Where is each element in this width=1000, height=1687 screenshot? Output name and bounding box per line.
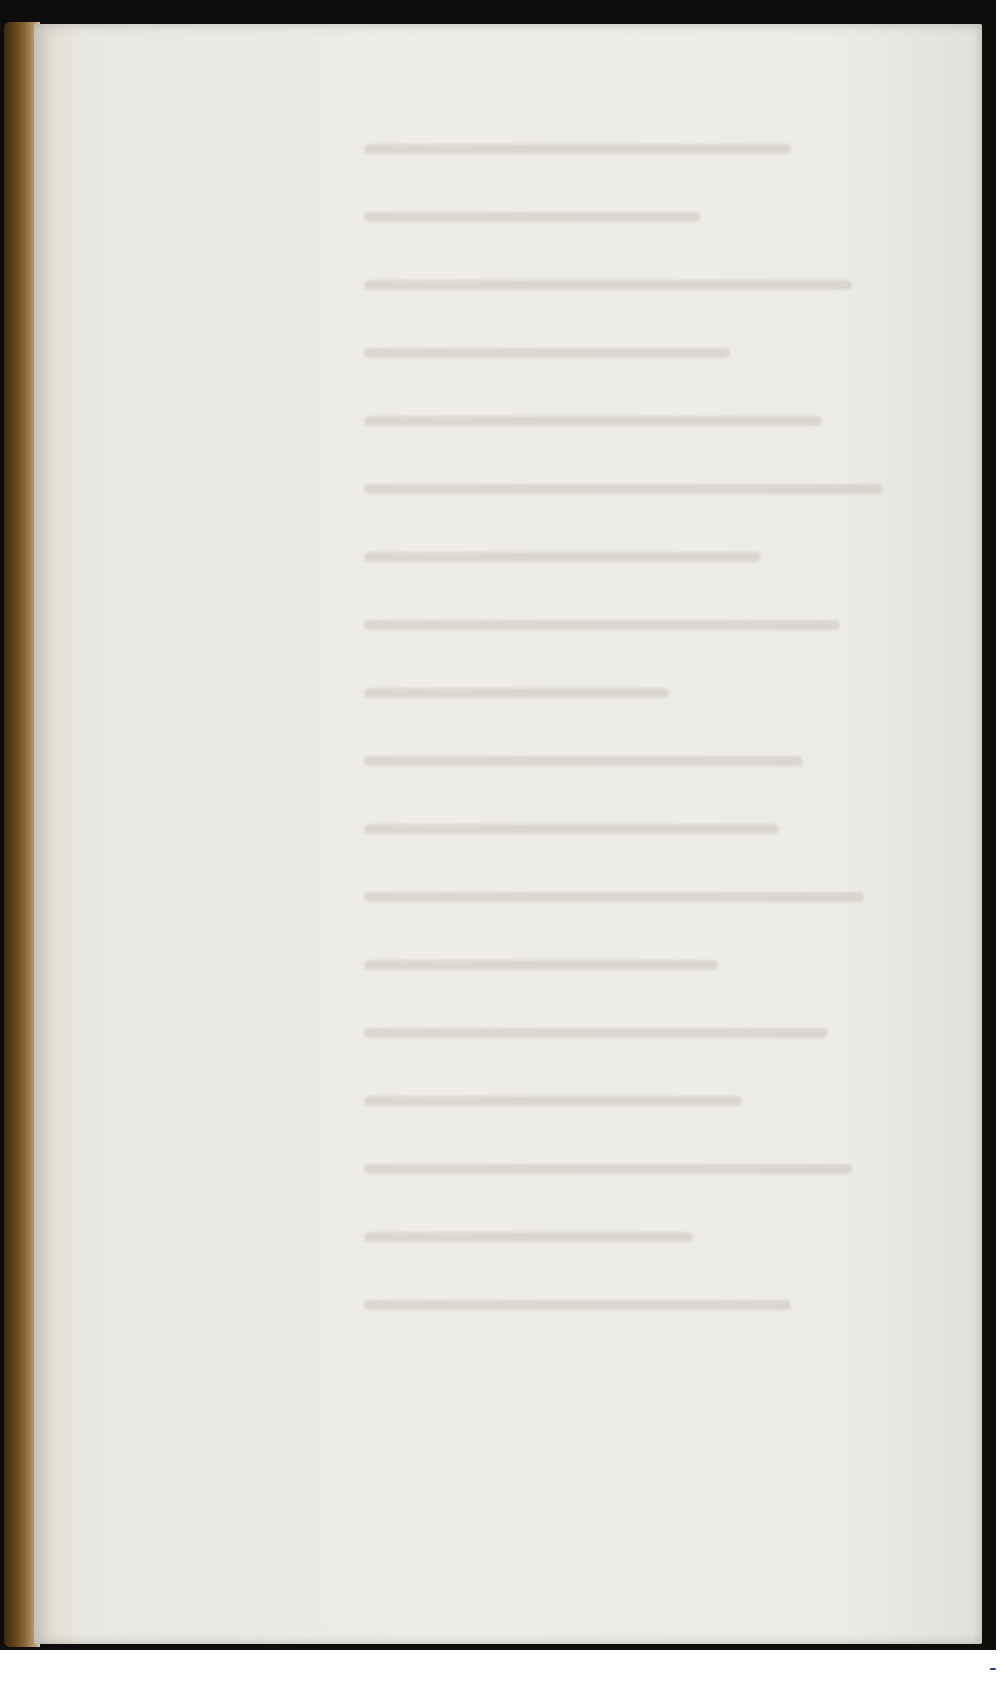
bleed-through [364,144,974,1444]
book-page [34,24,982,1644]
dfg-logo [990,1668,996,1670]
page-content [148,130,918,182]
digitization-footer [0,1650,1000,1687]
